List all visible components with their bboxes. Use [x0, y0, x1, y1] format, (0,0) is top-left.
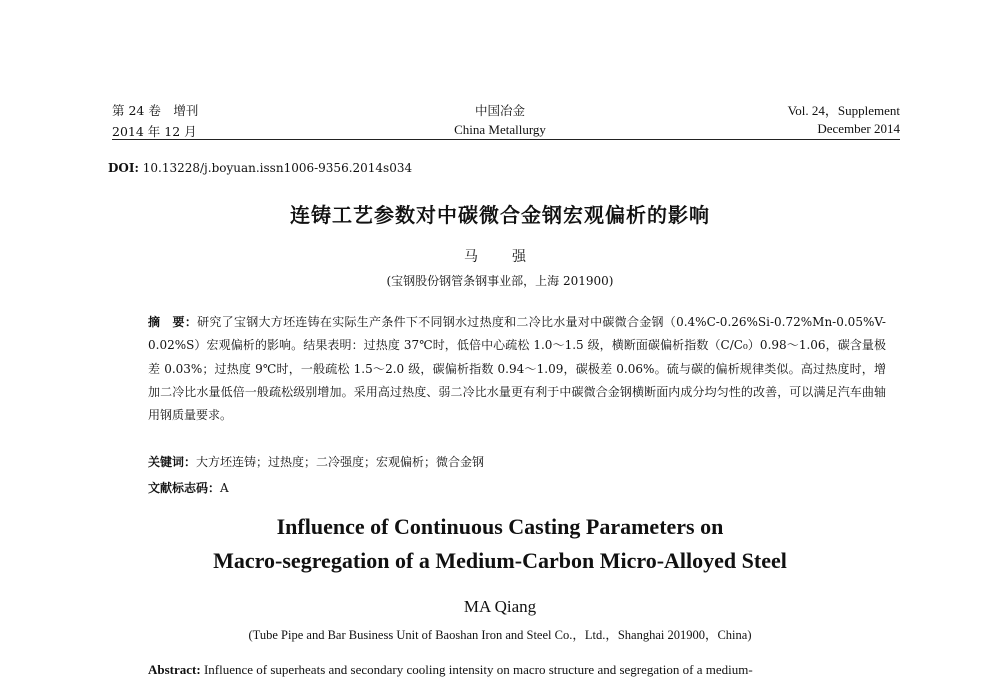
journal-name-cn: 中国冶金	[474, 103, 525, 118]
abstract-en-label: Abstract:	[148, 662, 201, 677]
journal-volume-en: Vol. 24，Supplement	[787, 103, 900, 118]
title-en-line1: Influence of Continuous Casting Parameters on	[276, 514, 724, 539]
journal-date-en: December 2014	[817, 121, 900, 136]
abstract-cn	[148, 311, 886, 427]
keywords-cn-label: 关键词：	[148, 455, 197, 469]
title-cn: 连铸工艺参数对中碳微合金钢宏观偏析的影响	[290, 203, 710, 227]
title-en-line2: Macro-segregation of a Medium-Carbon Micro-Alloyed Steel	[213, 548, 787, 573]
header-rule	[112, 139, 900, 140]
journal-date: 2014 年 12 月	[112, 124, 197, 139]
doi-line	[108, 161, 412, 175]
keywords-cn	[148, 453, 484, 470]
abstract-cn-label: 摘 要：	[148, 315, 198, 329]
keywords-cn-text: 大方坯连铸；过热度；二冷强度；宏观偏析；微合金钢	[196, 455, 485, 469]
abstract-en-text: Influence of superheats and secondary cooling intensity on macro structure and segregation of a medium-	[203, 662, 753, 677]
journal-volume: 第 24 卷 增刊	[112, 103, 199, 118]
affiliation-en: (Tube Pipe and Bar Business Unit of Baoshan Iron and Steel Co.，Ltd.，Shanghai 201900，China)	[248, 628, 752, 642]
author-cn: 马 强	[464, 249, 536, 265]
affiliation-cn: (宝钢股份钢管条钢事业部，上海 201900)	[386, 274, 614, 288]
classification-cn-label: 文献标志码：	[148, 481, 221, 495]
abstract-cn-text: 研究了宝钢大方坯连铸在实际生产条件下不同钢水过热度和二冷比水量对中碳微合金钢（0.4%C-0.26%Si-0.72%Mn-0.05%V-0.02%S）宏观偏析的影响。结果表明：过热度 37℃时，低倍中心疏松 1.0～1.5 级，横断面碳偏析指数（C/C₀）0.98～1.06，碳含量极差 0.03%；过热度 9℃时，一般疏松 1.5～2.0 级，碳偏析指数 0.94～1.09，碳极差 0.06%。硫与碳的偏析规律类似。高过热度时，增加二冷比水量低倍一般疏松级别增加。采用高过热度、弱二冷比水量更有利于中碳微合金钢横断面内成分均匀性的改善，可以满足汽车曲轴用钢质量要求。	[148, 315, 886, 423]
classification-cn	[148, 479, 229, 496]
classification-cn-text: A	[220, 481, 229, 495]
abstract-en	[148, 662, 908, 678]
doi-value: 10.13228/j.boyuan.issn1006-9356.2014s034	[142, 161, 413, 175]
author-en: MA Qiang	[463, 597, 537, 616]
doi-label: DOI:	[108, 161, 139, 175]
journal-name-en: China Metallurgy	[454, 122, 546, 137]
